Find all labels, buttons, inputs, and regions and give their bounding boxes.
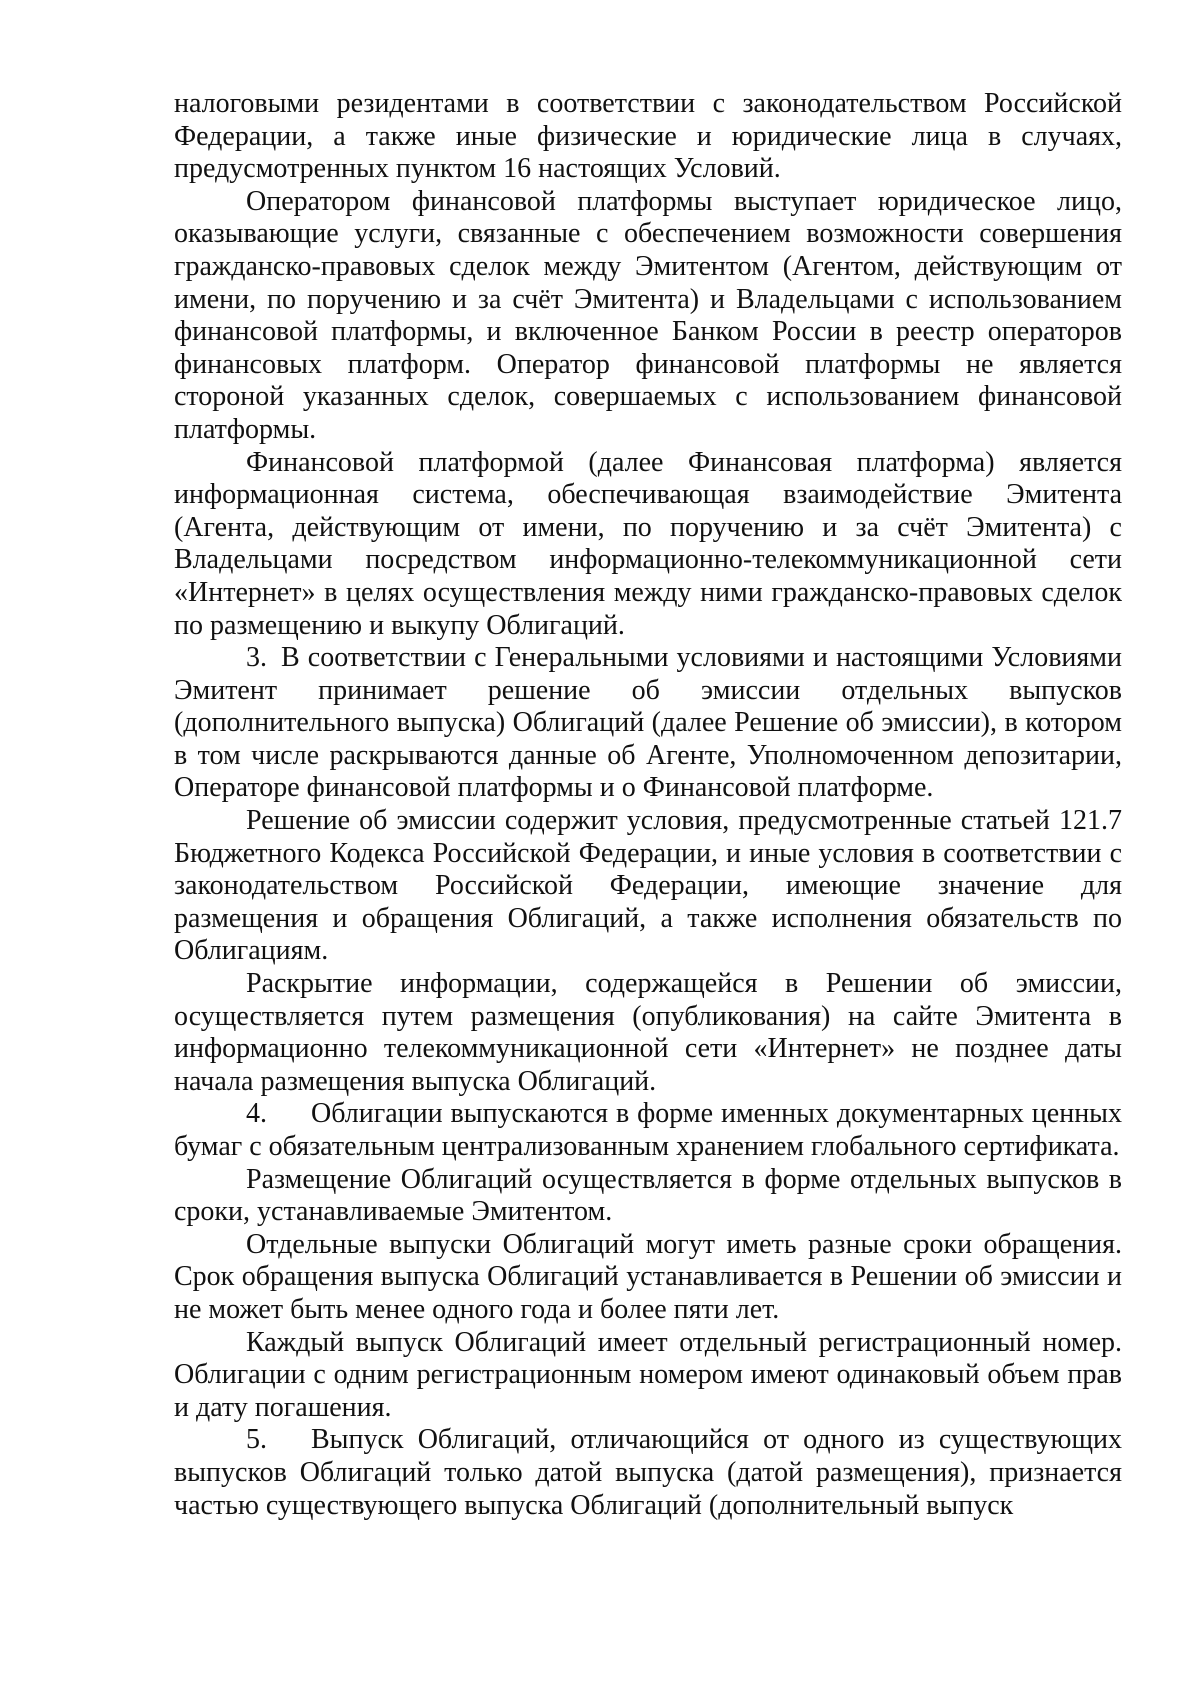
paragraph-text: Облигации выпускаются в форме именных документарных ценных бумаг с обязательным централизованным хранением глобального сертификата. [174,1098,1122,1162]
paragraph [174,968,1122,1098]
numbered-paragraph [174,1098,1122,1163]
paragraph-text: Раскрытие информации, содержащейся в Решении об эмиссии, осуществляется путем размещения (опубликования) на сайте Эмитента в информационно телекоммуникационной сети «Интернет» не позднее даты начала размещения выпуска Облигаций. [174,968,1122,1097]
paragraph-text: Каждый выпуск Облигаций имеет отдельный регистрационный номер. Облигации с одним регистрационным номером имеют одинаковый объем прав и дату погашения. [174,1326,1122,1423]
paragraph-text: Финансовой платформой (далее Финансовая платформа) является информационная система, обеспечивающая взаимодействие Эмитента (Агента, действующим от имени, по поручению и за счёт Эмитента) с Владельцами посредством информационно-телекоммуникационной сети «Интернет» в целях осуществления между ними гражданско-правовых сделок по размещению и выкупу Облигаций. [174,446,1122,641]
numbered-paragraph [174,1424,1122,1522]
paragraph [174,447,1122,643]
document-page [174,88,1122,1522]
paragraph [174,805,1122,968]
paragraph-number: 5. [246,1424,267,1456]
paragraph-text: Размещение Облигаций осуществляется в форме отдельных выпусков в сроки, устанавливаемые Эмитентом. [174,1163,1122,1228]
paragraph-number: 4. [246,1098,267,1130]
paragraph [174,88,1122,186]
paragraph [174,186,1122,447]
paragraph [174,1164,1122,1229]
paragraph [174,1229,1122,1327]
numbered-paragraph [174,642,1122,805]
paragraph-number: 3. [246,642,267,674]
paragraph-text: Отдельные выпуски Облигаций могут иметь разные сроки обращения. Срок обращения выпуска Облигаций устанавливается в Решении об эмиссии и не может быть менее одного года и более пяти лет. [174,1228,1122,1325]
paragraph-text: Решение об эмиссии содержит условия, предусмотренные статьей 121.7 Бюджетного Кодекса Российской Федерации, и иные условия в соответствии с законодательством Российской Федерации, имеющие значение для размещения и обращения Облигаций, а также исполнения обязательств по Облигациям. [174,805,1122,967]
paragraph-text: налоговыми резидентами в соответствии с законодательством Российской Федерации, а также иные физические и юридические лица в случаях, предусмотренных пунктом 16 настоящих Условий. [174,88,1122,185]
paragraph-text: Выпуск Облигаций, отличающийся от одного из существующих выпусков Облигаций только датой выпуска (датой размещения), признается частью существующего выпуска Облигаций (дополнительный выпуск [174,1424,1122,1521]
paragraph-text: В соответствии с Генеральными условиями и настоящими Условиями Эмитент принимает решение об эмиссии отдельных выпусков (дополнительного выпуска) Облигаций (далее Решение об эмиссии), в котором в том числе раскрываются данные об Агенте, Уполномоченном депозитарии, Операторе финансовой платформы и о Финансовой платформе. [174,642,1122,804]
paragraph [174,1327,1122,1425]
paragraph-text: Оператором финансовой платформы выступает юридическое лицо, оказывающие услуги, связанные с обеспечением возможности совершения гражданско-правовых сделок между Эмитентом (Агентом, действующим от имени, по поручению и за счёт Эмитента) и Владельцами с использованием финансовой платформы, и включенное Банком России в реестр операторов финансовых платформ. Оператор финансовой платформы не является стороной указанных сделок, совершаемых с использованием финансовой платформы. [174,185,1122,445]
